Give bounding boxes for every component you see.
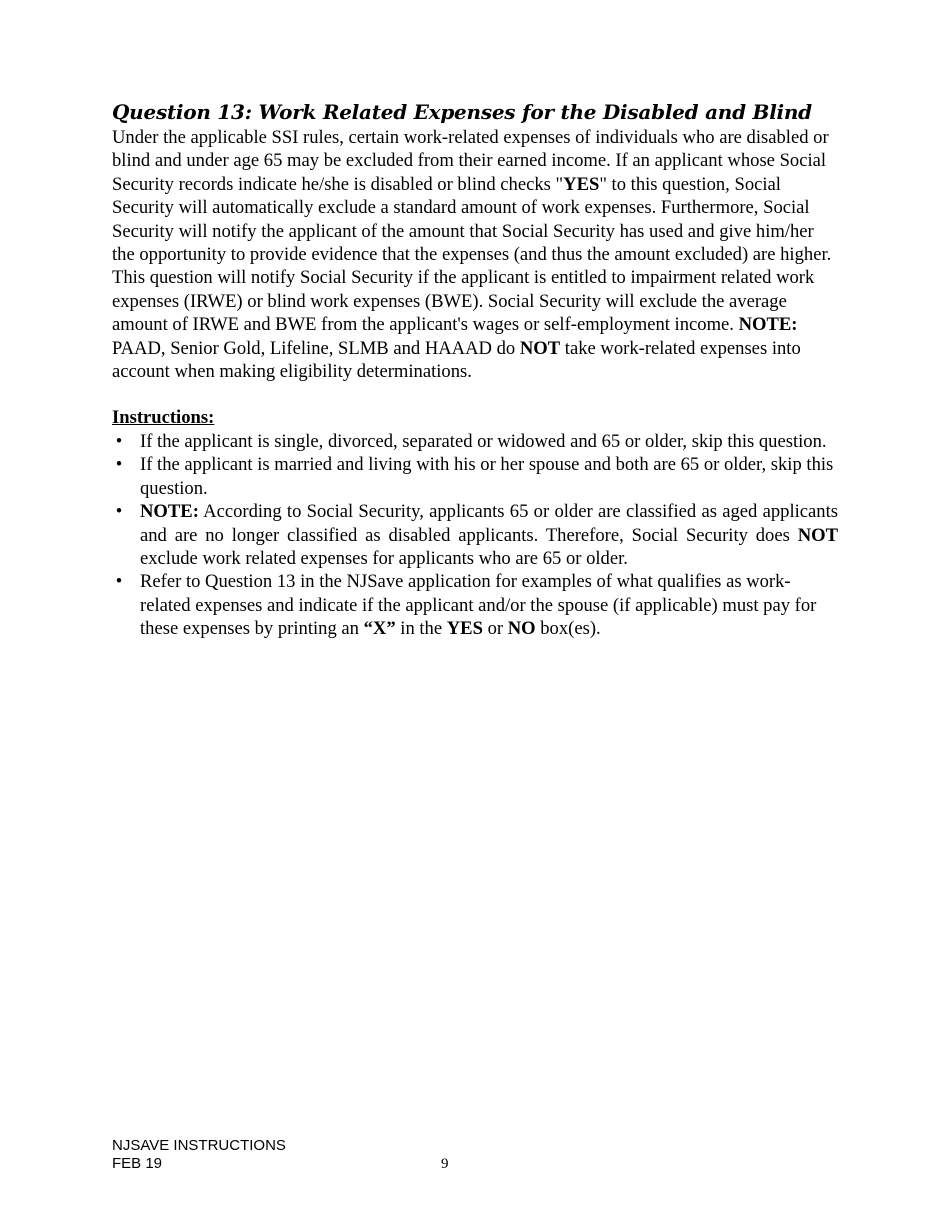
bullet-icon: • (115, 571, 123, 593)
refer-text-1: Refer to Question 13 in the NJSave application for examples of what qualifies as work-related expenses and indicate if the applicant and/or the spouse (if applicable) must pay for these expenses by printing an (140, 571, 817, 640)
refer-text-4: box(es). (535, 618, 601, 640)
x-mark-word: “X” (363, 618, 396, 640)
instructions-heading: Instructions: (112, 407, 215, 429)
intro-not-word: NOT (519, 337, 561, 359)
bullet-icon: • (115, 501, 123, 523)
list-item (112, 500, 838, 570)
list-item (112, 453, 838, 500)
bullet-text: If the applicant is single, divorced, separated or widowed and 65 or older, skip this question. (140, 430, 827, 452)
instructions-list (112, 430, 838, 641)
note-text-2: exclude work related expenses for applicants who are 65 or older. (140, 547, 628, 569)
intro-paragraph (112, 126, 838, 383)
yes-word: YES (446, 618, 483, 640)
not-word: NOT (797, 524, 838, 546)
no-word: NO (507, 618, 536, 640)
note-label: NOTE: (140, 501, 199, 523)
list-item (112, 430, 838, 453)
document-body (112, 98, 838, 641)
footer-title: NJSAVE INSTRUCTIONS (112, 1137, 286, 1154)
bullet-icon: • (115, 454, 123, 476)
bullet-text (140, 500, 838, 570)
section-heading: Question 13: Work Related Expenses for the Disabled and Blind (112, 100, 812, 124)
page-number: 9 (441, 1156, 449, 1172)
intro-text-2: " to this question, Social Security will automatically exclude a standard amount of work expenses. Furthermore, Social Security will notify the applicant of the amount that Social Security has used and give him/her the opportunity to provide evidence that the expenses (and thus the amount excluded) are higher. This question will notify Social Security if the applicant is entitled to impairment related work expenses (IRWE) or blind work expenses (BWE). Social Security will exclude the average amount of IRWE and BWE from the applicant's wages or self-employment income. (112, 173, 832, 336)
intro-text-4: take work-related expenses into account when making eligibility determinations. (112, 337, 801, 383)
intro-text-3: PAAD, Senior Gold, Lifeline, SLMB and HAAAD do (112, 337, 520, 359)
footer (112, 1137, 286, 1173)
list-item (112, 570, 838, 640)
bullet-text (140, 571, 816, 639)
refer-text-3: or (482, 618, 508, 640)
footer-date: FEB 19 (112, 1155, 163, 1172)
bullet-text: If the applicant is married and living with his or her spouse and both are 65 or older, skip this question. (140, 454, 834, 499)
intro-yes-word: YES (563, 173, 600, 195)
intro-text-1: Under the applicable SSI rules, certain work-related expenses of individuals who are disabled or blind and under age 65 may be excluded from their earned income. If an applicant whose Social Security records indicate he/she is disabled or blind checks " (112, 127, 829, 195)
note-text-1: According to Social Security, applicants 65 or older are classified as aged applicants and are no longer classified as disabled applicants. Therefore, Social Security does (140, 501, 838, 546)
intro-note-label: NOTE: (738, 314, 798, 336)
refer-text-2: in the (395, 618, 447, 640)
bullet-icon: • (115, 430, 123, 452)
